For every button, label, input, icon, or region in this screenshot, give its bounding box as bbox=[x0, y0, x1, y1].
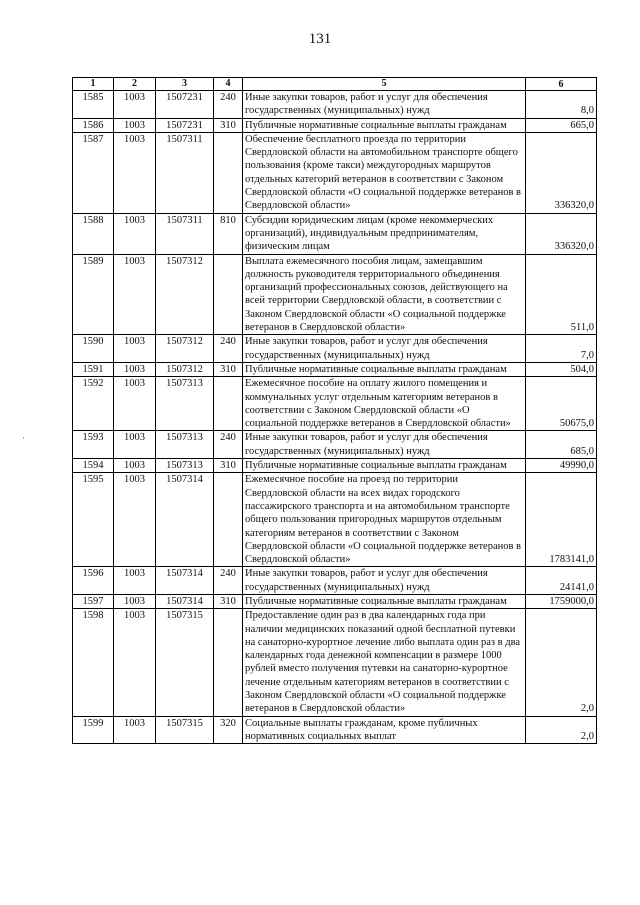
row-description: Иные закупки товаров, работ и услуг для обеспечения государственных (муниципальных) нужд bbox=[243, 335, 526, 363]
budget-table bbox=[72, 77, 597, 744]
page-number: 131 bbox=[308, 31, 332, 47]
table-row bbox=[73, 335, 597, 363]
row-amount: 685,0 bbox=[526, 431, 597, 459]
header-col-3: 3 bbox=[156, 78, 214, 91]
header-col-4: 4 bbox=[214, 78, 243, 91]
target-code: 1507315 bbox=[156, 716, 214, 744]
row-number: 1592 bbox=[73, 377, 114, 431]
row-description: Предоставление один раз в два календарных года при наличии медицинских показаний одной бесплатной путевки на санаторно-курортное лечение либо выплата один раз в два календарных года денежной компенсации в размере 1000 рублей вместо получения путевки на санаторно-курортное лечение отдельным категориям ветеранов в соответствии с Законом Свердловской области «О социальной поддержке ветеранов в Свердловской области» bbox=[243, 609, 526, 716]
section-code: 1003 bbox=[114, 431, 156, 459]
row-description: Обеспечение бесплатного проезда по территории Свердловской области на автомобильном транспорте общего пользования (кроме такси) междугородных маршрутов отдельных категорий ветеранов в соответствии с Законом Свердловской области «О социальной поддержке ветеранов в Свердловской области» bbox=[243, 132, 526, 213]
table-body bbox=[73, 91, 597, 744]
target-code: 1507314 bbox=[156, 594, 214, 608]
row-amount: 336320,0 bbox=[526, 132, 597, 213]
expense-type-code: 320 bbox=[214, 716, 243, 744]
row-description: Субсидии юридическим лицам (кроме некоммерческих организаций), индивидуальным предпринимателям, физическим лицам bbox=[243, 213, 526, 254]
target-code: 1507312 bbox=[156, 335, 214, 363]
table-row bbox=[73, 91, 597, 119]
section-code: 1003 bbox=[114, 254, 156, 335]
table-row bbox=[73, 132, 597, 213]
target-code: 1507231 bbox=[156, 118, 214, 132]
table-row bbox=[73, 362, 597, 376]
row-amount: 1783141,0 bbox=[526, 473, 597, 567]
expense-type-code: 240 bbox=[214, 335, 243, 363]
section-code: 1003 bbox=[114, 91, 156, 119]
section-code: 1003 bbox=[114, 213, 156, 254]
row-number: 1589 bbox=[73, 254, 114, 335]
row-number: 1591 bbox=[73, 362, 114, 376]
row-number: 1588 bbox=[73, 213, 114, 254]
row-number: 1596 bbox=[73, 567, 114, 595]
target-code: 1507314 bbox=[156, 567, 214, 595]
expense-type-code: 310 bbox=[214, 459, 243, 473]
row-number: 1597 bbox=[73, 594, 114, 608]
header-col-6: 6 bbox=[526, 78, 597, 91]
section-code: 1003 bbox=[114, 609, 156, 716]
row-description: Иные закупки товаров, работ и услуг для обеспечения государственных (муниципальных) нужд bbox=[243, 431, 526, 459]
row-number: 1587 bbox=[73, 132, 114, 213]
section-code: 1003 bbox=[114, 594, 156, 608]
expense-type-code: 310 bbox=[214, 594, 243, 608]
expense-type-code bbox=[214, 132, 243, 213]
section-code: 1003 bbox=[114, 362, 156, 376]
row-amount: 336320,0 bbox=[526, 213, 597, 254]
row-description: Публичные нормативные социальные выплаты гражданам bbox=[243, 594, 526, 608]
row-amount: 49990,0 bbox=[526, 459, 597, 473]
row-number: 1598 bbox=[73, 609, 114, 716]
row-amount: 1759000,0 bbox=[526, 594, 597, 608]
expense-type-code bbox=[214, 377, 243, 431]
margin-mark: · bbox=[22, 433, 25, 443]
target-code: 1507311 bbox=[156, 132, 214, 213]
section-code: 1003 bbox=[114, 377, 156, 431]
target-code: 1507313 bbox=[156, 377, 214, 431]
target-code: 1507312 bbox=[156, 362, 214, 376]
expense-type-code: 810 bbox=[214, 213, 243, 254]
row-description: Иные закупки товаров, работ и услуг для обеспечения государственных (муниципальных) нужд bbox=[243, 567, 526, 595]
row-number: 1590 bbox=[73, 335, 114, 363]
row-amount: 665,0 bbox=[526, 118, 597, 132]
expense-type-code bbox=[214, 473, 243, 567]
section-code: 1003 bbox=[114, 716, 156, 744]
expense-type-code bbox=[214, 609, 243, 716]
target-code: 1507231 bbox=[156, 91, 214, 119]
section-code: 1003 bbox=[114, 473, 156, 567]
row-description: Ежемесячное пособие на проезд по территории Свердловской области на всех видах городского пассажирского транспорта и на автомобильном транспорте общего пользования пригородных маршрутов отдельным категориям ветеранов в соответствии с Законом Свердловской области «О социальной поддержке ветеранов в Свердловской области» bbox=[243, 473, 526, 567]
row-number: 1595 bbox=[73, 473, 114, 567]
expense-type-code: 240 bbox=[214, 567, 243, 595]
section-code: 1003 bbox=[114, 459, 156, 473]
header-col-1: 1 bbox=[73, 78, 114, 91]
expense-type-code: 240 bbox=[214, 91, 243, 119]
target-code: 1507314 bbox=[156, 473, 214, 567]
row-description: Иные закупки товаров, работ и услуг для обеспечения государственных (муниципальных) нужд bbox=[243, 91, 526, 119]
section-code: 1003 bbox=[114, 335, 156, 363]
table-header-row bbox=[73, 78, 597, 91]
row-number: 1593 bbox=[73, 431, 114, 459]
row-number: 1594 bbox=[73, 459, 114, 473]
row-description: Публичные нормативные социальные выплаты гражданам bbox=[243, 118, 526, 132]
row-description: Выплата ежемесячного пособия лицам, замещавшим должность руководителя территориального объединения организаций профессиональных союзов, действующего на всей территории Свердловской области, в соответствии с Законом Свердловской области «О социальной поддержке ветеранов в Свердловской области» bbox=[243, 254, 526, 335]
target-code: 1507311 bbox=[156, 213, 214, 254]
row-number: 1586 bbox=[73, 118, 114, 132]
row-description: Публичные нормативные социальные выплаты гражданам bbox=[243, 459, 526, 473]
table-row bbox=[73, 213, 597, 254]
row-number: 1585 bbox=[73, 91, 114, 119]
table-row bbox=[73, 118, 597, 132]
target-code: 1507313 bbox=[156, 431, 214, 459]
table-row bbox=[73, 716, 597, 744]
expense-type-code bbox=[214, 254, 243, 335]
row-description: Ежемесячное пособие на оплату жилого помещения и коммунальных услуг отдельным категориям ветеранов в соответствии с Законом Свердловской области «О социальной поддержке ветеранов в Свердловской области» bbox=[243, 377, 526, 431]
table-row bbox=[73, 594, 597, 608]
table-row bbox=[73, 473, 597, 567]
row-number: 1599 bbox=[73, 716, 114, 744]
row-description: Социальные выплаты гражданам, кроме публичных нормативных социальных выплат bbox=[243, 716, 526, 744]
row-amount: 7,0 bbox=[526, 335, 597, 363]
row-amount: 504,0 bbox=[526, 362, 597, 376]
table-row bbox=[73, 609, 597, 716]
section-code: 1003 bbox=[114, 118, 156, 132]
table-row bbox=[73, 459, 597, 473]
target-code: 1507315 bbox=[156, 609, 214, 716]
row-amount: 50675,0 bbox=[526, 377, 597, 431]
table-row bbox=[73, 254, 597, 335]
expense-type-code: 310 bbox=[214, 118, 243, 132]
row-description: Публичные нормативные социальные выплаты гражданам bbox=[243, 362, 526, 376]
row-amount: 511,0 bbox=[526, 254, 597, 335]
header-col-2: 2 bbox=[114, 78, 156, 91]
row-amount: 2,0 bbox=[526, 716, 597, 744]
table-row bbox=[73, 567, 597, 595]
target-code: 1507312 bbox=[156, 254, 214, 335]
expense-type-code: 240 bbox=[214, 431, 243, 459]
expense-type-code: 310 bbox=[214, 362, 243, 376]
row-amount: 24141,0 bbox=[526, 567, 597, 595]
row-amount: 8,0 bbox=[526, 91, 597, 119]
table-row bbox=[73, 431, 597, 459]
header-col-5: 5 bbox=[243, 78, 526, 91]
table-row bbox=[73, 377, 597, 431]
target-code: 1507313 bbox=[156, 459, 214, 473]
section-code: 1003 bbox=[114, 132, 156, 213]
section-code: 1003 bbox=[114, 567, 156, 595]
row-amount: 2,0 bbox=[526, 609, 597, 716]
